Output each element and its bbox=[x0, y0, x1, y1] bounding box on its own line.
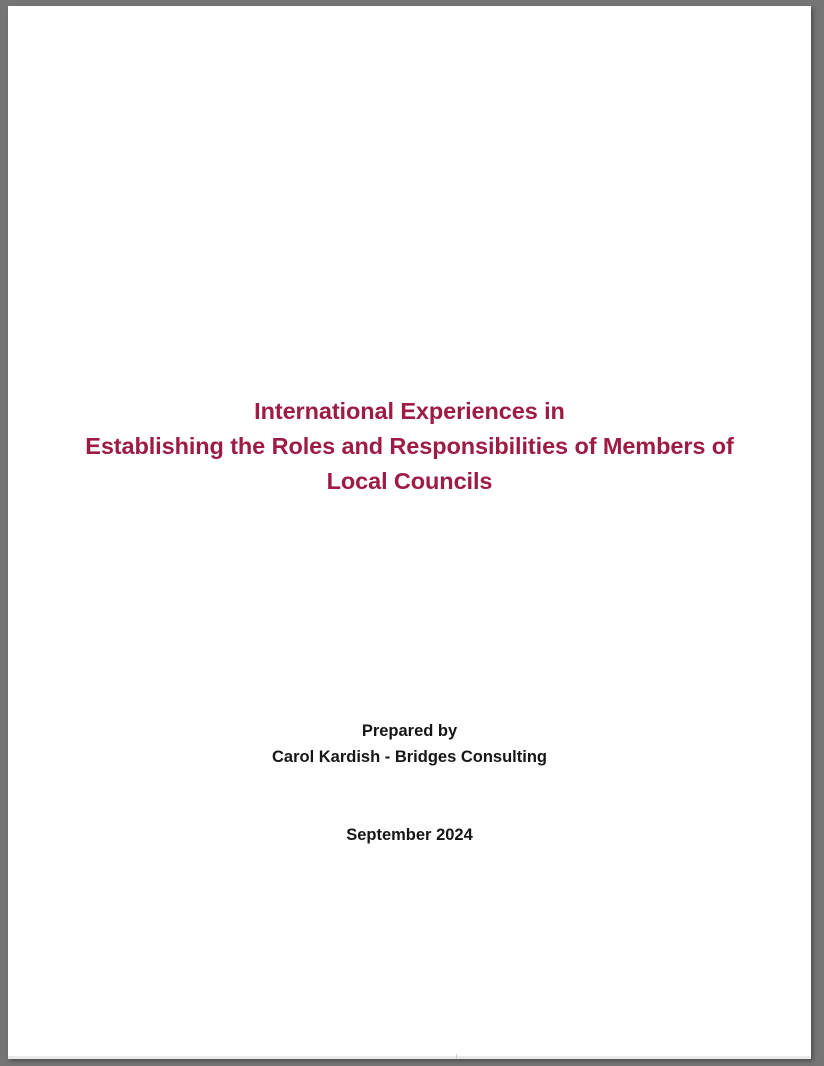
title-line-1: International Experiences in bbox=[254, 398, 565, 424]
page-bottom-divider bbox=[8, 1056, 811, 1059]
page-title bbox=[8, 394, 811, 499]
title-block bbox=[8, 394, 811, 499]
prepared-by-label: Prepared by bbox=[361, 722, 458, 740]
page-seam-tick bbox=[456, 1054, 457, 1059]
document-page bbox=[8, 6, 811, 1059]
title-line-2: Establishing the Roles and Responsibilities of Members of bbox=[85, 433, 734, 459]
prepared-by-block bbox=[8, 718, 811, 770]
title-line-3: Local Councils bbox=[326, 468, 493, 494]
document-date: September 2024 bbox=[346, 826, 473, 844]
date-block bbox=[8, 822, 811, 848]
author-name: Carol Kardish - Bridges Consulting bbox=[271, 748, 548, 766]
